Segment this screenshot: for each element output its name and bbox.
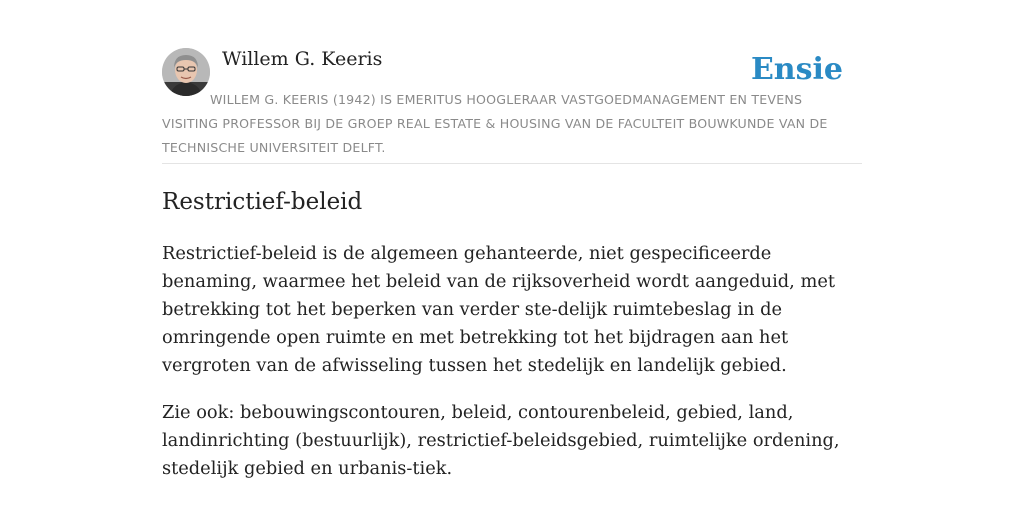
entry-see-also: Zie ook: bebouwingscontouren, beleid, contourenbeleid, gebied, land, landinrichting (bestuurlijk), restrictief-beleidsgebied, ruimtelijke ordening, stedelijk gebied en urbanis-tiek.	[162, 402, 840, 479]
author-bio	[162, 88, 862, 160]
brand-logo[interactable]: Ensie	[750, 52, 843, 87]
divider	[162, 163, 862, 164]
entry-definition: Restrictief-beleid is de algemeen gehanteerde, niet gespecificeerde benaming, waarmee het beleid van de rijksoverheid wordt aangeduid, met betrekking tot het beperken van verder ste-delijk ruimtebeslag in de omringende open ruimte en met betrekking tot het bijdragen aan het vergroten van de afwisseling tussen het stedelijk en landelijk gebied.	[162, 243, 836, 376]
entry-title: Restrictief-beleid	[162, 189, 363, 215]
author-name[interactable]: Willem G. Keeris	[222, 48, 383, 70]
author-bio-text: WILLEM G. KEERIS (1942) IS EMERITUS HOOGLERAAR VASTGOEDMANAGEMENT EN TEVENS VISITING PROFESSOR BIJ DE GROEP REAL ESTATE & HOUSING VAN DE FACULTEIT BOUWKUNDE VAN DE TECHNISCHE UNIVERSITEIT DELFT.	[162, 92, 828, 155]
